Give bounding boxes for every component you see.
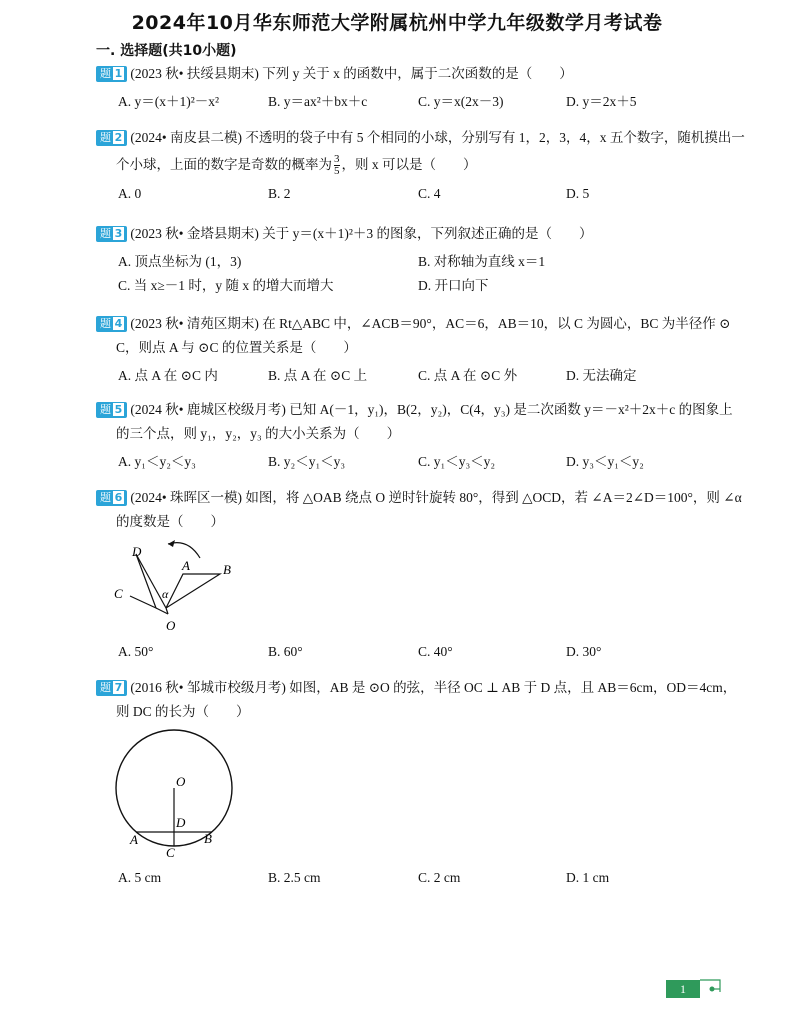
option-a[interactable]: A. 点 A 在 ⊙C 内 bbox=[118, 368, 218, 383]
question-6 bbox=[96, 486, 746, 534]
option-c[interactable]: C. 点 A 在 ⊙C 外 bbox=[418, 368, 518, 383]
question-5 bbox=[96, 398, 746, 474]
option-b[interactable]: B. 2.5 cm bbox=[268, 870, 321, 885]
label-b: B bbox=[204, 831, 212, 846]
question-3 bbox=[96, 222, 746, 300]
question-2 bbox=[96, 126, 746, 206]
option-b[interactable]: B. 60° bbox=[268, 644, 303, 659]
question-7-options bbox=[96, 866, 746, 890]
question-stem: (2016 秋• 邹城市校级月考) 如图，AB 是 ⊙O 的弦，半径 OC ⊥ AB 于 D 点，且 AB＝6cm，OD＝4cm， bbox=[130, 680, 737, 695]
label-o: O bbox=[166, 618, 176, 633]
option-d[interactable]: D. 开口向下 bbox=[418, 278, 489, 293]
label-b: B bbox=[223, 562, 231, 577]
question-tag: 题 6 bbox=[96, 490, 127, 506]
option-d[interactable]: D. y＝2x＋5 bbox=[566, 94, 637, 109]
page-title: 2024年10月华东师范大学附属杭州中学九年级数学月考试卷 bbox=[131, 12, 663, 34]
rotation-figure bbox=[108, 536, 248, 636]
fraction: $\frac{3}{5}$ bbox=[334, 153, 340, 178]
page-number: 1 bbox=[666, 980, 700, 998]
options bbox=[96, 640, 746, 664]
option-c[interactable]: C. y₁＜y₃＜y₂ bbox=[418, 454, 496, 469]
question-stem: (2024 秋• 鹿城区校级月考) 已知 A(－1，y₁)，B(2，y₂)，C(4，y₃) 是二次函数 y＝－x²＋2x＋c 的图象上 bbox=[130, 402, 733, 417]
options bbox=[96, 182, 746, 206]
question-tag: 题 2 bbox=[96, 130, 127, 146]
section-heading: 一. 选择题(共10小题) bbox=[96, 43, 237, 59]
page-curl-icon bbox=[700, 972, 722, 994]
option-a[interactable]: A. 50° bbox=[118, 644, 154, 659]
option-d[interactable]: D. 30° bbox=[566, 644, 602, 659]
question-stem-cont: 则 DC 的长为（ ） bbox=[116, 704, 250, 719]
question-4 bbox=[96, 312, 746, 388]
label-alpha: α bbox=[162, 587, 169, 601]
question-tag: 题 7 bbox=[96, 680, 127, 696]
label-c: C bbox=[166, 845, 175, 860]
question-stem-cont: 个小球，上面的数字是奇数的概率为 bbox=[116, 157, 332, 172]
option-d[interactable]: D. y₃＜y₁＜y₂ bbox=[566, 454, 644, 469]
label-d: D bbox=[132, 544, 142, 559]
option-a[interactable]: A. y₁＜y₂＜y₃ bbox=[118, 454, 196, 469]
option-b[interactable]: B. 2 bbox=[268, 186, 291, 201]
option-b[interactable]: B. 点 A 在 ⊙C 上 bbox=[268, 368, 368, 383]
label-o: O bbox=[176, 774, 186, 789]
option-d[interactable]: D. 5 bbox=[566, 186, 590, 201]
option-a[interactable]: A. y＝(x＋1)²－x² bbox=[118, 94, 220, 109]
label-d: D bbox=[176, 815, 186, 830]
circle-figure bbox=[108, 726, 238, 862]
option-c[interactable]: C. 2 cm bbox=[418, 870, 461, 885]
question-stem-cont: C，则点 A 与 ⊙C 的位置关系是（ ） bbox=[116, 340, 357, 355]
option-c[interactable]: C. 4 bbox=[418, 186, 441, 201]
option-b[interactable]: B. y₂＜y₁＜y₃ bbox=[268, 454, 346, 469]
question-stem-cont: 的三个点，则 y₁，y₂，y₃ 的大小关系为（ ） bbox=[116, 426, 401, 441]
option-d[interactable]: D. 1 cm bbox=[566, 870, 610, 885]
question-stem-cont: ，则 x 可以是（ ） bbox=[341, 157, 477, 172]
question-1 bbox=[96, 62, 746, 114]
question-tag: 题 1 bbox=[96, 66, 127, 82]
question-stem: (2023 秋• 金塔县期末) 关于 y＝(x＋1)²＋3 的图象，下列叙述正确的是（ ） bbox=[130, 226, 593, 241]
question-tag: 题 3 bbox=[96, 226, 127, 242]
question-stem: (2024• 南皮县二模) 不透明的袋子中有 5 个相同的小球，分别写有 1，2，3，4，x 五个数字，随机摸出一 bbox=[130, 130, 745, 145]
option-c[interactable]: C. 40° bbox=[418, 644, 453, 659]
question-tag: 题 5 bbox=[96, 402, 127, 418]
question-tag: 题 4 bbox=[96, 316, 127, 332]
options bbox=[96, 250, 746, 300]
question-stem-cont: 的度数是（ ） bbox=[116, 514, 224, 529]
option-b[interactable]: B. y＝ax²＋bx＋c bbox=[268, 94, 368, 109]
option-c[interactable]: C. 当 x≥－1 时，y 随 x 的增大而增大 bbox=[118, 278, 334, 293]
option-c[interactable]: C. y＝x(2x－3) bbox=[418, 94, 504, 109]
question-stem: (2023 秋• 清苑区期末) 在 Rt△ABC 中，∠ACB＝90°，AC＝6，AB＝10，以 C 为圆心，BC 为半径作 ⊙ bbox=[130, 316, 731, 331]
label-c: C bbox=[114, 586, 123, 601]
option-a[interactable]: A. 0 bbox=[118, 186, 142, 201]
question-stem: (2023 秋• 扶绥县期末) 下列 y 关于 x 的函数中，属于二次函数的是（ ） bbox=[130, 66, 573, 81]
option-b[interactable]: B. 对称轴为直线 x＝1 bbox=[418, 254, 546, 269]
options bbox=[96, 364, 746, 388]
option-a[interactable]: A. 5 cm bbox=[118, 870, 162, 885]
question-6-options bbox=[96, 640, 746, 664]
option-a[interactable]: A. 顶点坐标为 (1，3) bbox=[118, 254, 242, 269]
question-7 bbox=[96, 676, 746, 724]
label-a: A bbox=[182, 558, 190, 573]
question-stem: (2024• 珠晖区一模) 如图，将 △OAB 绕点 O 逆时针旋转 80°，得到 △OCD，若 ∠A＝2∠D＝100°，则 ∠α bbox=[130, 490, 742, 505]
label-a: A bbox=[130, 832, 138, 847]
options bbox=[96, 450, 746, 474]
options bbox=[96, 90, 746, 114]
option-d[interactable]: D. 无法确定 bbox=[566, 368, 637, 383]
options bbox=[96, 866, 746, 890]
